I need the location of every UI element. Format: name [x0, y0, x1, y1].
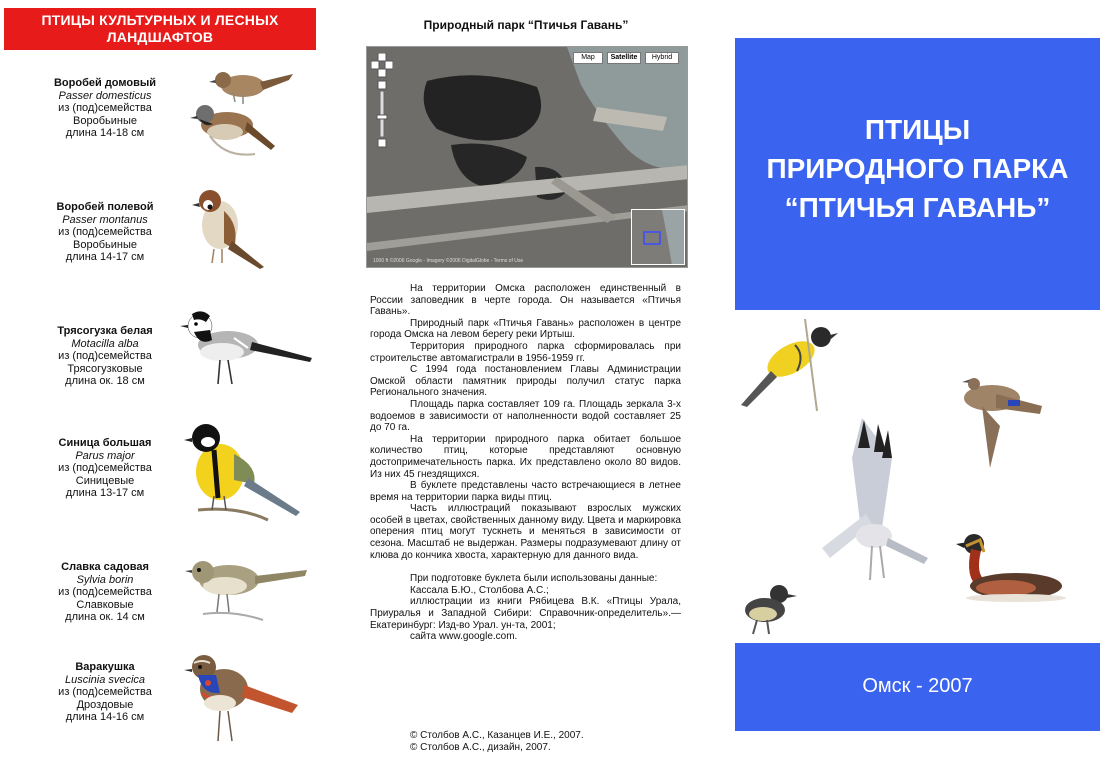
credit-line: © Столбов А.С., дизайн, 2007.	[410, 742, 551, 753]
satellite-view-button[interactable]: Satellite	[607, 52, 641, 64]
tree-sparrow-illustration	[188, 183, 283, 273]
bluethroat-illustration	[180, 645, 315, 753]
cover-footer: Омск - 2007	[862, 675, 973, 697]
overview-imagery	[632, 210, 685, 265]
map-view-button[interactable]: Map	[573, 52, 603, 64]
park-description	[370, 283, 681, 643]
bird-entry-great-tit	[20, 437, 190, 500]
bird-family: Трясогузковые	[67, 362, 143, 375]
banner-line-2: ЛАНДШАФТОВ	[106, 29, 214, 45]
map-overview-inset[interactable]	[631, 209, 685, 265]
harrier-illustration	[822, 418, 932, 590]
bird-family: Славковые	[76, 598, 134, 611]
cover-title-line: ПТИЦЫ	[864, 114, 971, 145]
paragraph: На территории Омска расположен единственный в России заповедник в черте города. Он называется «Птичья Гавань».	[370, 283, 681, 318]
paragraph: В буклете представлены часто встречающиеся в летнее время на территории парка виды птиц.	[370, 480, 681, 503]
paragraph: Природный парк «Птичья Гавань» расположен в центре города Омска на левом берегу реки Иртыш.	[370, 317, 681, 341]
grebe-illustration	[950, 530, 1070, 605]
map-attribution: ©2006 Google - Imagery ©2006 DigitalGlobe - Terms of Use	[389, 258, 524, 264]
map-navigation-icon[interactable]	[371, 53, 393, 149]
bird-name: Славка садовая	[61, 561, 149, 573]
yellow-wagtail-illustration	[735, 315, 845, 415]
paragraph: Часть иллюстраций показывают взрослых мужских особей в цветах, свойственных данному виду. Цвета и маркировка оперения птиц могут тускнеть и меняться в зависимости от сезона. Масштаб не выдержан. Размеры подразумевают длину от клюва до кончика хвоста, характерную для данного вида.	[370, 503, 681, 561]
paragraph: На территории природного парка обитает большое количество птиц, которые представляют основную достопримечательность парка. Их представлено около 80 видов. Из них 45 гнездящихся.	[370, 433, 681, 480]
bird-length: длина 14-16 см	[65, 711, 145, 723]
duckling-illustration	[735, 582, 800, 637]
credit-line: © Столбов А.С., Казанцев И.Е., 2007.	[410, 730, 584, 741]
bird-name: Воробей полевой	[56, 201, 154, 213]
paragraph: С 1994 года постановлением Главы Администрации Омской области памятник природы получил статус парка Регионального значения.	[370, 364, 681, 399]
bird-length: длина 13-17 см	[65, 487, 145, 499]
great-tit-illustration	[178, 420, 313, 525]
satellite-map[interactable]	[366, 46, 688, 268]
bird-length: длина ок. 14 см	[65, 611, 145, 623]
cover-title-line: “ПТИЧЬЯ ГАВАНЬ”	[784, 192, 1051, 223]
cover-title-block	[735, 38, 1100, 310]
garden-warbler-illustration	[183, 548, 313, 628]
bird-family-prefix: из (под)семейства	[58, 686, 152, 698]
source-item: Кассала Б.Ю., Столбова А.С.;	[410, 584, 549, 596]
map-scale: 1000 ft	[373, 258, 389, 264]
bird-entry-garden-warbler	[20, 561, 190, 624]
paragraph: Площадь парка составляет 109 га. Площадь зеркала 3-х водоемов в зависимости от наполненности водой составляет 25 до 70 га.	[370, 398, 681, 434]
source-item: сайта www.google.com.	[410, 631, 518, 643]
bird-family-prefix: из (под)семейства	[58, 226, 152, 238]
bird-latin: Passer domesticus	[58, 89, 152, 102]
cover-title	[735, 110, 1100, 227]
bird-latin: Motacilla alba	[71, 337, 139, 350]
house-sparrow-illustration	[185, 62, 310, 167]
bird-latin: Parus major	[75, 449, 135, 462]
bird-entry-house-sparrow	[20, 77, 190, 140]
cover-footer-block	[735, 643, 1100, 731]
bird-latin: Sylvia borin	[76, 573, 134, 586]
bird-family: Воробьиные	[73, 238, 137, 251]
bird-length: длина ок. 18 см	[65, 375, 145, 387]
bird-latin: Luscinia svecica	[64, 673, 146, 686]
section-banner	[4, 8, 316, 50]
bird-family-prefix: из (под)семейства	[58, 102, 152, 114]
middle-panel-title: Природный парк “Птичья Гавань”	[423, 18, 629, 32]
bird-entry-white-wagtail	[20, 325, 190, 388]
map-pan-zoom-control[interactable]	[371, 53, 393, 149]
bird-length: длина 14-18 см	[65, 127, 145, 139]
bird-family: Воробьиные	[73, 114, 137, 127]
bird-family: Синицевые	[75, 474, 135, 487]
bird-name: Синица большая	[58, 437, 152, 449]
hybrid-view-button[interactable]: Hybrid	[645, 52, 679, 64]
source-item: иллюстрации из книги Рябицева В.К. «Птицы Урала, Приуралья и Западной Сибири: Справочник-определитель».—Екатеринбург: Изд-во Урал. ун-та, 2001;	[370, 596, 681, 631]
bird-family: Дроздовые	[76, 698, 134, 711]
sources-intro: При подготовке буклета были использованы данные:	[410, 573, 658, 585]
banner-line-1: ПТИЦЫ КУЛЬТУРНЫХ И ЛЕСНЫХ	[41, 12, 279, 28]
credits	[410, 730, 584, 754]
left-panel	[0, 0, 330, 766]
bird-entry-bluethroat	[20, 661, 190, 724]
duck-illustration	[952, 368, 1052, 473]
bird-family-prefix: из (под)семейства	[58, 350, 152, 362]
bird-name: Воробей домовый	[53, 77, 157, 89]
paragraph: Территория природного парка сформировалась при строительстве автомагистрали в 1956-1959 гг.	[370, 340, 681, 364]
bird-length: длина 14-17 см	[65, 251, 145, 263]
bird-latin: Passer montanus	[62, 213, 148, 226]
bird-entry-tree-sparrow	[20, 201, 190, 264]
bird-name: Варакушка	[75, 661, 135, 673]
white-wagtail-illustration	[178, 300, 318, 395]
cover-title-line: ПРИРОДНОГО ПАРКА	[766, 153, 1069, 184]
bird-family-prefix: из (под)семейства	[58, 586, 152, 598]
map-copyright	[373, 258, 523, 264]
bird-name: Трясогузка белая	[57, 325, 153, 337]
bird-family-prefix: из (под)семейства	[58, 462, 152, 474]
